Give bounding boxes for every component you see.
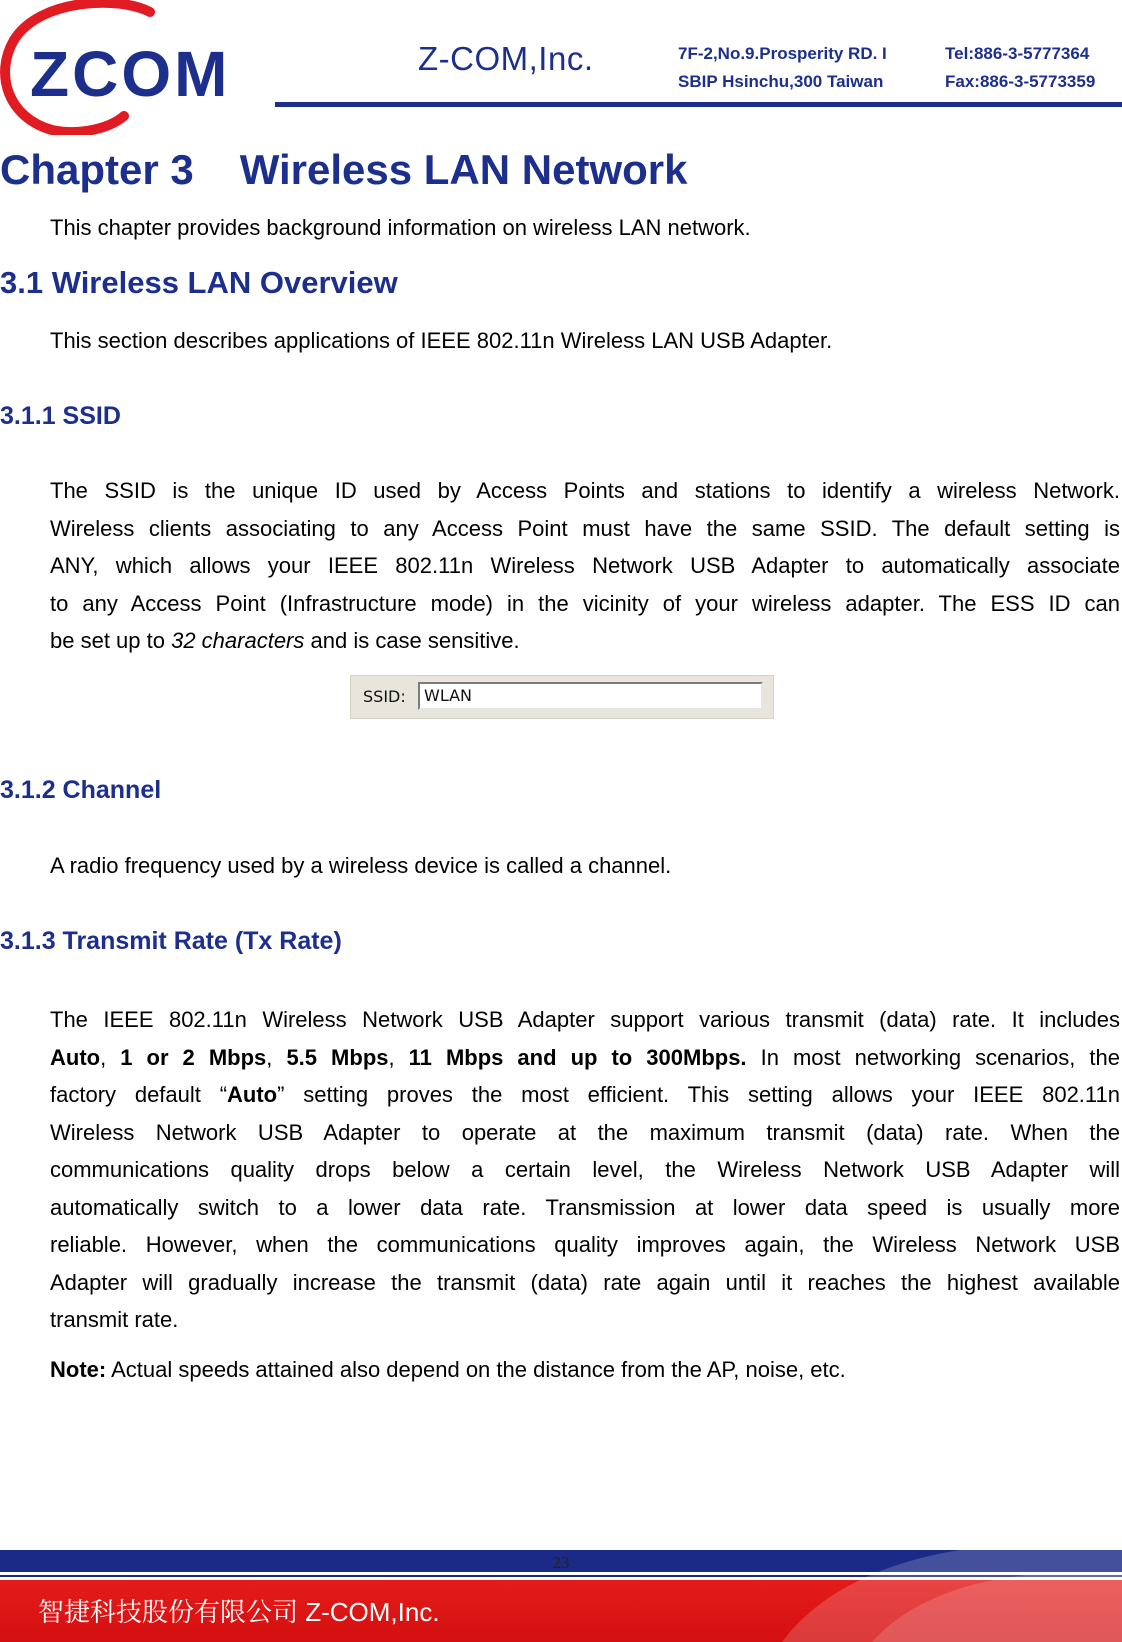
tx-line-6: automatically switch to a lower data rate. Transmission at lower data speed is usually more: [50, 1194, 1120, 1220]
section-heading-3-1: 3.1 Wireless LAN Overview: [0, 265, 398, 300]
ssid-field-label: SSID:: [363, 687, 406, 706]
zcom-logo: [0, 0, 280, 135]
note-paragraph: [50, 1351, 1120, 1389]
company-name: Z-COM,Inc.: [418, 40, 594, 77]
page-header: [0, 0, 1122, 140]
company-contact: [945, 40, 1095, 96]
tx-line-3: factory default “Auto” setting proves the most efficient. This setting allows your IEEE 802.11n: [50, 1082, 1120, 1107]
footer-swoosh-graphic: [722, 1530, 1122, 1642]
section-heading-3-1-1: 3.1.1 SSID: [0, 402, 121, 430]
tx-line-4: Wireless Network USB Adapter to operate at the maximum transmit (data) rate. When the: [50, 1119, 1120, 1145]
tx-line-7: reliable. However, when the communications quality improves again, the Wireless Network USB: [50, 1232, 1120, 1257]
address-line-2: SBIP Hsinchu,300 Taiwan: [678, 72, 884, 91]
page-number: 23: [552, 1553, 570, 1572]
ssid-line-1: The SSID is the unique ID used by Access Points and stations to identify a wireless Network.: [50, 478, 1120, 503]
ssid-line-5-post: and is case sensitive.: [304, 628, 520, 653]
chapter-number: Chapter 3: [0, 146, 194, 193]
ssid-char-limit: 32 characters: [171, 628, 305, 653]
ssid-input[interactable]: WLAN: [418, 682, 763, 710]
ssid-line-5-pre: be set up to: [50, 628, 172, 653]
channel-paragraph: A radio frequency used by a wireless device is called a channel.: [50, 853, 672, 878]
address-line-1: 7F-2,No.9.Prosperity RD. I: [678, 44, 887, 63]
ssid-line-4: to any Access Point (Infrastructure mode) in the vicinity of your wireless adapter. The ESS ID can: [50, 590, 1120, 616]
note-text: Actual speeds attained also depend on the distance from the AP, noise, etc.: [106, 1357, 846, 1382]
tx-line-2: Auto, 1 or 2 Mbps, 5.5 Mbps, 11 Mbps and up to 300Mbps. In most networking scenarios, the: [50, 1044, 1120, 1070]
footer-company: 智捷科技股份有限公司 Z-COM,Inc.: [38, 1597, 440, 1627]
section-heading-3-1-3: 3.1.3 Transmit Rate (Tx Rate): [0, 927, 342, 955]
ssid-line-2: Wireless clients associating to any Access Point must have the same SSID. The default setting is: [50, 515, 1120, 541]
tx-line-1: The IEEE 802.11n Wireless Network USB Adapter support various transmit (data) rate. It includes: [50, 1007, 1120, 1032]
rate-1-2: 1 or 2 Mbps: [120, 1044, 267, 1070]
rate-11-300: 11 Mbps and up to 300Mbps.: [408, 1044, 747, 1070]
rate-5-5: 5.5 Mbps: [286, 1044, 389, 1070]
tel-label: Tel: [945, 44, 969, 63]
logo-text: ZCOM: [30, 38, 231, 110]
tx-line-9: transmit rate.: [50, 1307, 179, 1332]
ssid-line-3: ANY, which allows your IEEE 802.11n Wireless Network USB Adapter to automatically associate: [50, 553, 1120, 578]
header-divider: [275, 102, 1122, 107]
tel-line: [945, 40, 1095, 68]
note-label: Note:: [50, 1357, 107, 1382]
company-address: [678, 40, 887, 96]
tx-line-5: communications quality drops below a certain level, the Wireless Network USB Adapter will: [50, 1157, 1120, 1182]
tx-line-8: Adapter will gradually increase the transmit (data) rate again until it reaches the highest available: [50, 1269, 1120, 1295]
tel-value: :886-3-5777364: [968, 44, 1090, 63]
rate-auto: Auto: [50, 1044, 101, 1070]
chapter-intro: This chapter provides background information on wireless LAN network.: [50, 215, 751, 240]
factory-default-auto: Auto: [227, 1082, 278, 1107]
ssid-line-5: [50, 622, 1120, 660]
chapter-title: [0, 146, 687, 194]
fax-line: [945, 68, 1095, 96]
fax-value: :886-3-5773359: [974, 72, 1096, 91]
section-3-1-intro: This section describes applications of IEEE 802.11n Wireless LAN USB Adapter.: [50, 328, 833, 353]
section-heading-3-1-2: 3.1.2 Channel: [0, 776, 162, 804]
fax-label: Fax: [945, 72, 975, 91]
ssid-widget-screenshot: [350, 675, 774, 719]
chapter-name: Wireless LAN Network: [239, 146, 688, 193]
